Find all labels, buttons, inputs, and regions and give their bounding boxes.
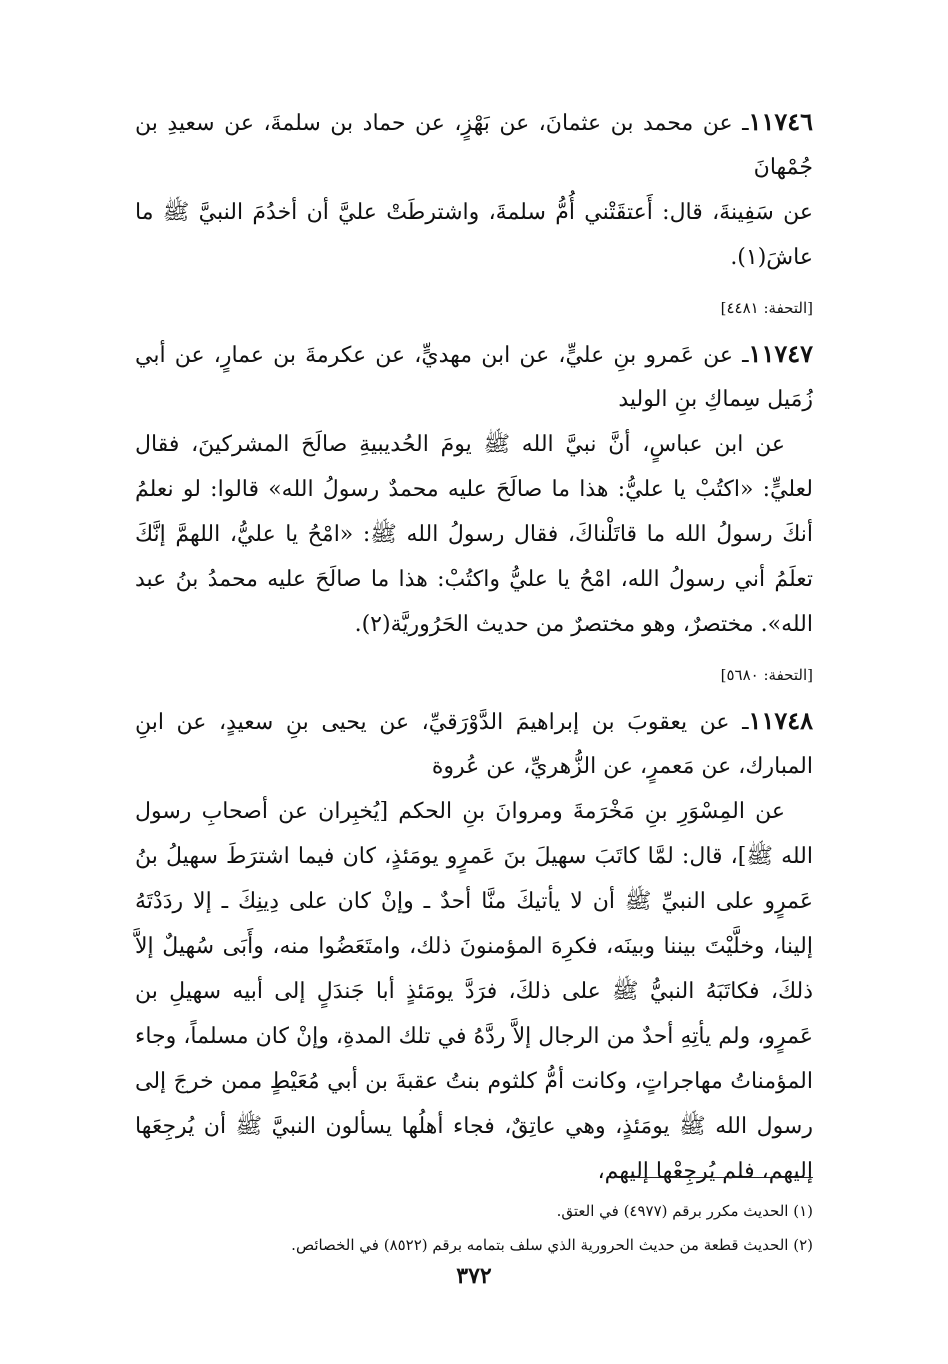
isnad-text: ـ عن يعقوبَ بن إبراهيمَ الدَّوْرَقيِّ، عن يحيى بنِ سعيدٍ، عن ابنِ المبارك، عن مَعمرٍ، عن الزُّهريِّ، عن عُروة <box>135 710 813 779</box>
footnote-2: (٢) الحديث قطعة من حديث الحرورية الذي سلف بتمامه برقم (٨٥٢٢) في الخصائص. <box>291 1236 813 1254</box>
tuhfa-reference: [التحفة: ٤٤٨١] <box>720 299 813 317</box>
isnad-text: ـ عن محمد بن عثمانَ، عن بَهْزٍ، عن حماد بن سلمةَ، عن سعيدِ بن جُمْهانَ <box>135 111 813 180</box>
footnote-1: (١) الحديث مكرر برقم (٤٩٧٧) في العتق. <box>556 1202 813 1220</box>
hadith-isnad <box>135 332 813 422</box>
hadith-11746 <box>135 100 813 318</box>
page-body <box>135 100 813 1194</box>
hadith-number: ١١٧٤٦ <box>748 107 813 136</box>
hadith-number: ١١٧٤٨ <box>748 706 813 735</box>
hadith-matn: عن المِسْوَرِ بنِ مَخْرَمةَ ومروانَ بنِ الحكم [يُخبِران عن أصحابِ رسول الله ﷺ]، قال: لمَّا كاتَبَ سهيلَ بنَ عَمرٍو يومَئذٍ، كان فيما اشترَطَ سهيلُ بنُ عَمرٍو على النبيِّ ﷺ أن لا يأتيكَ منَّا أحدٌ ـ وإنْ كان على دِينِكَ ـ إلا ردَدْتَهُ إلينا، وخلَّيْتَ بيننا وبينَه، فكرِهَ المؤمنونَ ذلك، وامتَعَضُوا منه، وأَبَى سُهيلٌ إلاَّ ذلكَ، فكاتَبَهُ النبيُّ ﷺ على ذلكَ، فرَدَّ يومَئذٍ أبا جَندَلٍ إلى أبيه سهيلِ بن عَمرٍو، ولم يأتِهِ أحدٌ من الرجال إلاَّ ردَّهُ في تلك المدةِ، وإنْ كان مسلماً، وجاء المؤمناتُ مهاجراتٍ، وكانت أمُّ كلثوم بنتُ عقبةَ بن أبي مُعَيْطٍ ممن خرجَ إلى رسول الله ﷺ يومَئذٍ، وهي عاتِقٌ، فجاء أهلُها يسألون النبيَّ ﷺ أن يُرجِعَها إليهم، فلم يُرجِعْها إليهم، <box>135 799 814 1184</box>
hadith-isnad <box>135 100 813 190</box>
hadith-11747 <box>135 332 813 685</box>
hadith-matn: عن ابن عباسٍ، أنَّ نبيَّ الله ﷺ يومَ الحُديبيةِ صالَحَ المشركينَ، فقال لعليٍّ: «اكتُبْ يا عليُّ: هذا ما صالَحَ عليه محمدٌ رسولُ الله» قالوا: لو نعلمُ أنكَ رسولُ الله ما قاتَلْناكَ، فقال رسولُ الله ﷺ: «امْحُ يا عليُّ، اللهمَّ إنَّكَ تعلَمُ أني رسولُ الله، امْحُ يا عليُّ واكتُبْ: هذا ما صالَحَ عليه محمدُ بنُ عبد الله». مختصرٌ، وهو مختصرٌ من حديث الحَرُوريَّة(٢). <box>135 432 813 637</box>
tuhfa-reference: [التحفة: ٥٦٨٠] <box>720 666 813 684</box>
footnotes <box>135 1194 813 1262</box>
footnote-separator <box>623 1177 813 1178</box>
hadith-number: ١١٧٤٧ <box>748 339 813 368</box>
page-number: ٣٧٢ <box>456 1263 492 1289</box>
hadith-isnad <box>135 699 813 789</box>
hadith-11748 <box>135 699 813 1194</box>
isnad-text: ـ عن عَمرو بنِ عليٍّ، عن ابن مهديٍّ، عن عكرمةَ بن عمارٍ، عن أبي زُمَيل سِماكِ بنِ الوليد <box>135 343 813 412</box>
hadith-matn: عن سَفِينةَ، قال: أَعتقَتْني أُمُّ سلمةَ، واشترطَتْ عليَّ أن أخدُمَ النبيَّ ﷺ ما عاشَ(١). <box>135 200 813 270</box>
